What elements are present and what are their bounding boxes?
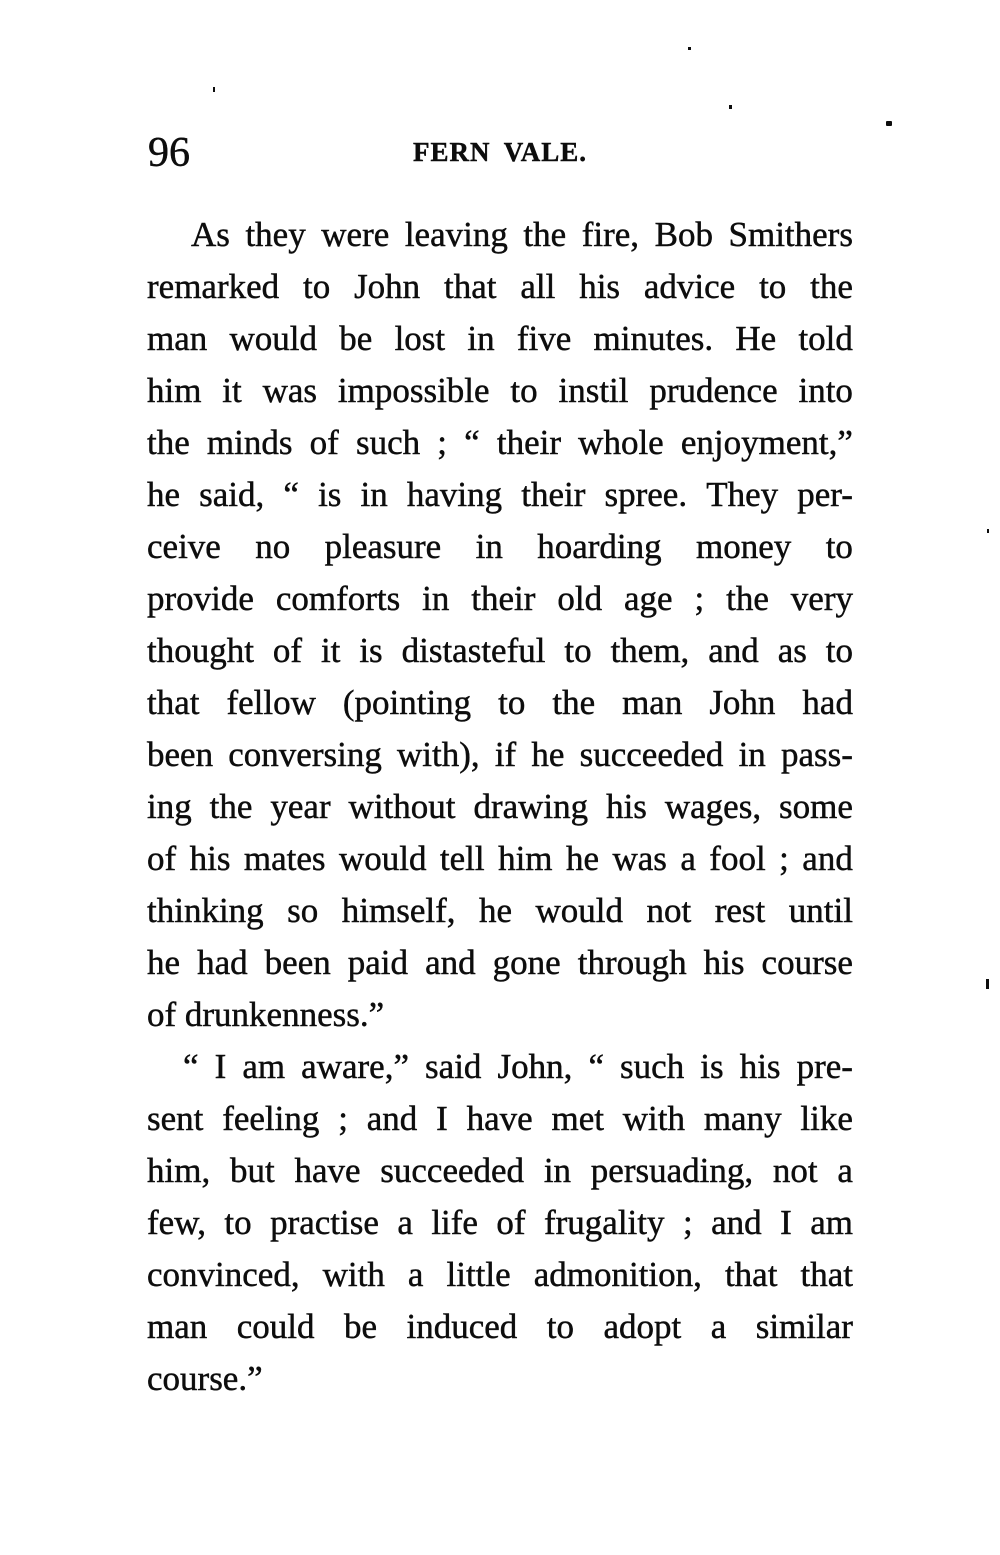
text-line: of his mates would tell him he was a fool ; and bbox=[147, 839, 853, 878]
text-line: thinking so himself, he would not rest until bbox=[147, 891, 853, 930]
text-column bbox=[147, 209, 853, 1405]
page-number: 96 bbox=[148, 130, 190, 176]
text-line: of drunkenness.” bbox=[147, 995, 385, 1034]
text-line: ing the year without drawing his wages, some bbox=[147, 787, 853, 826]
text-line: “ I am aware,” said John, “ such is his pre- bbox=[183, 1047, 853, 1086]
text-line: thought of it is distasteful to them, and as to bbox=[147, 631, 853, 670]
text-line: him, but have succeeded in persuading, not a bbox=[147, 1151, 853, 1190]
text-line: few, to practise a life of frugality ; and I am bbox=[147, 1203, 853, 1242]
scan-speck bbox=[729, 105, 732, 109]
text-line: course.” bbox=[147, 1359, 263, 1398]
text-line: the minds of such ; “ their whole enjoyment,” bbox=[147, 423, 853, 462]
text-line: man would be lost in five minutes. He told bbox=[147, 319, 853, 358]
text-line: he had been paid and gone through his course bbox=[147, 943, 853, 982]
text-line: been conversing with), if he succeeded in pass- bbox=[147, 735, 853, 774]
scan-speck bbox=[213, 87, 215, 92]
text-line: As they were leaving the fire, Bob Smithers bbox=[191, 215, 853, 254]
text-line: that fellow (pointing to the man John had bbox=[147, 683, 853, 722]
paragraph-2 bbox=[147, 1041, 853, 1405]
running-title: FERN VALE. bbox=[412, 137, 588, 167]
scan-speck bbox=[688, 47, 691, 50]
text-line: sent feeling ; and I have met with many like bbox=[147, 1099, 853, 1138]
text-line: him it was impossible to instil prudence into bbox=[147, 371, 853, 410]
text-line: provide comforts in their old age ; the very bbox=[147, 579, 853, 618]
text-line: remarked to John that all his advice to the bbox=[147, 267, 853, 306]
text-line: ceive no pleasure in hoarding money to bbox=[147, 527, 853, 566]
scan-speck bbox=[886, 121, 892, 126]
scan-speck bbox=[987, 529, 989, 533]
scan-speck bbox=[986, 979, 989, 989]
text-line: man could be induced to adopt a similar bbox=[147, 1307, 853, 1346]
text-line: he said, “ is in having their spree. They per- bbox=[147, 475, 853, 514]
paragraph-1 bbox=[147, 209, 853, 1041]
text-line: convinced, with a little admonition, that that bbox=[147, 1255, 853, 1294]
